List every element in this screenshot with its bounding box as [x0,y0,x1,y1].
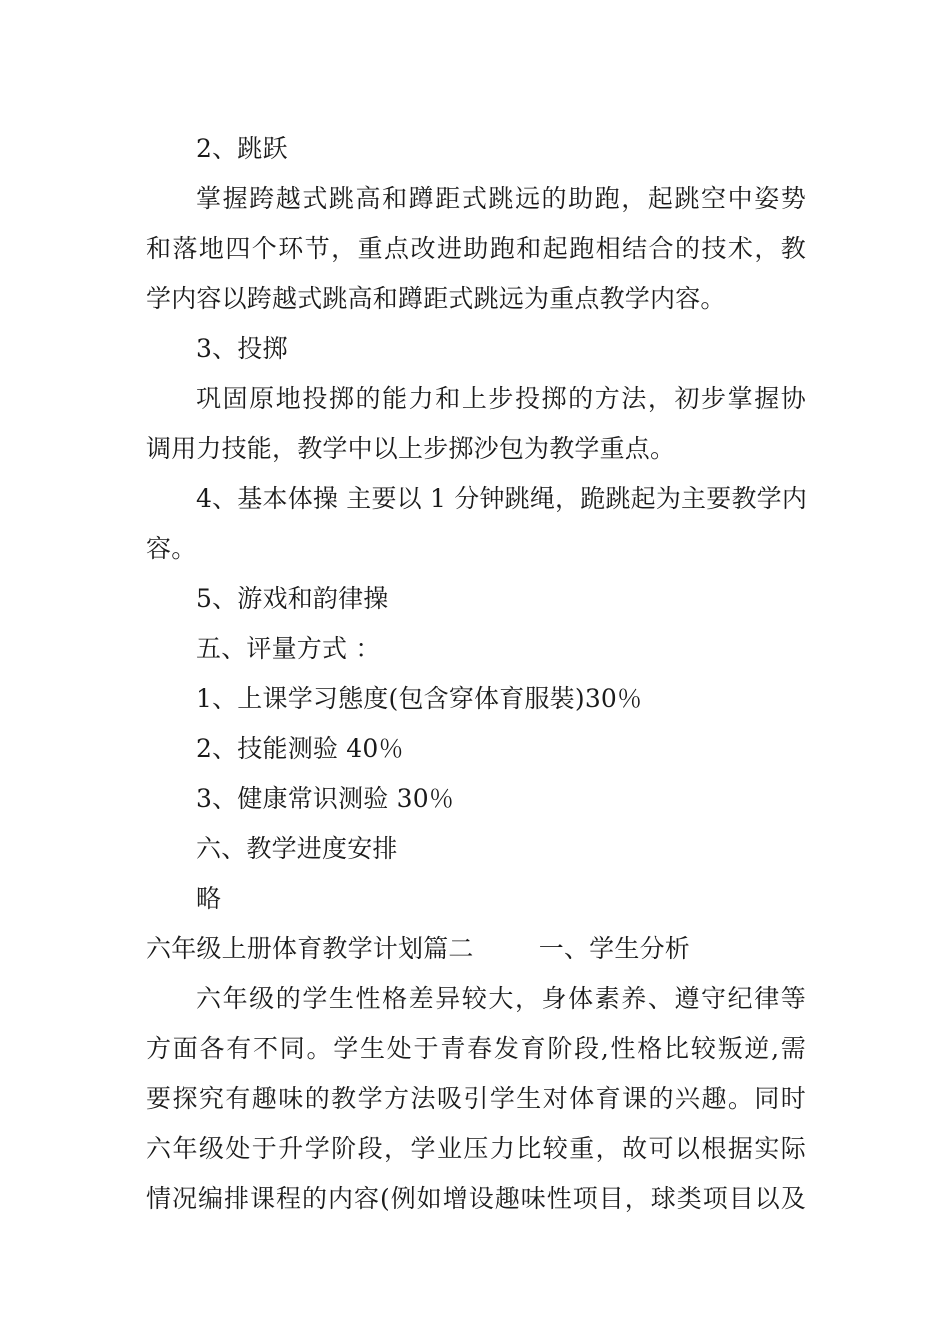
paragraph-line: 容。 [146,534,197,563]
paragraph-line: 调用力技能，教学中以上步掷沙包为教学重点。 [146,434,676,463]
section-heading-jump: 2、跳跃 [196,134,288,163]
list-item: 1、上课学习態度(包含穿体育服裝)30％ [196,684,643,713]
paragraph-line: 六年级的学生性格差异较大，身体素养、遵守纪律等 [196,984,806,1013]
paragraph-line: 方面各有不同。学生处于青春发育阶段,性格比较叛逆,需 [146,1034,806,1063]
paragraph-line: 和落地四个环节，重点改进助跑和起跑相结合的技术，教 [146,234,806,263]
list-item: 3、健康常识测验 30％ [196,784,455,813]
paragraph-line: 学内容以跨越式跳高和蹲距式跳远为重点教学内容。 [146,284,726,313]
section-heading-assessment: 五、评量方式 ： [196,634,381,663]
section-heading-schedule: 六、教学进度安排 [196,834,398,863]
paragraph-line: 要探究有趣味的教学方法吸引学生对体育课的兴趣。同时 [146,1084,806,1113]
paragraph-line: 略 [196,884,222,913]
section-heading-throw: 3、投掷 [196,334,288,363]
list-item: 2、技能测验 40％ [196,734,404,763]
section-heading-games: 5、游戏和韵律操 [196,584,389,613]
paragraph-line: 巩固原地投掷的能力和上步投掷的方法，初步掌握协 [196,384,806,413]
chapter-title: 六年级上册体育教学计划篇二 一、学生分析 [146,934,690,963]
section-heading-gymnastics: 4、基本体操 主要以 1 分钟跳绳，跪跳起为主要教学内 [196,484,808,513]
paragraph-line: 六年级处于升学阶段，学业压力比较重，故可以根据实际 [146,1134,806,1163]
paragraph-line: 情况编排课程的内容(例如增设趣味性项目，球类项目以及 [146,1184,806,1213]
paragraph-line: 掌握跨越式跳高和蹲距式跳远的助跑，起跳空中姿势 [196,184,806,213]
